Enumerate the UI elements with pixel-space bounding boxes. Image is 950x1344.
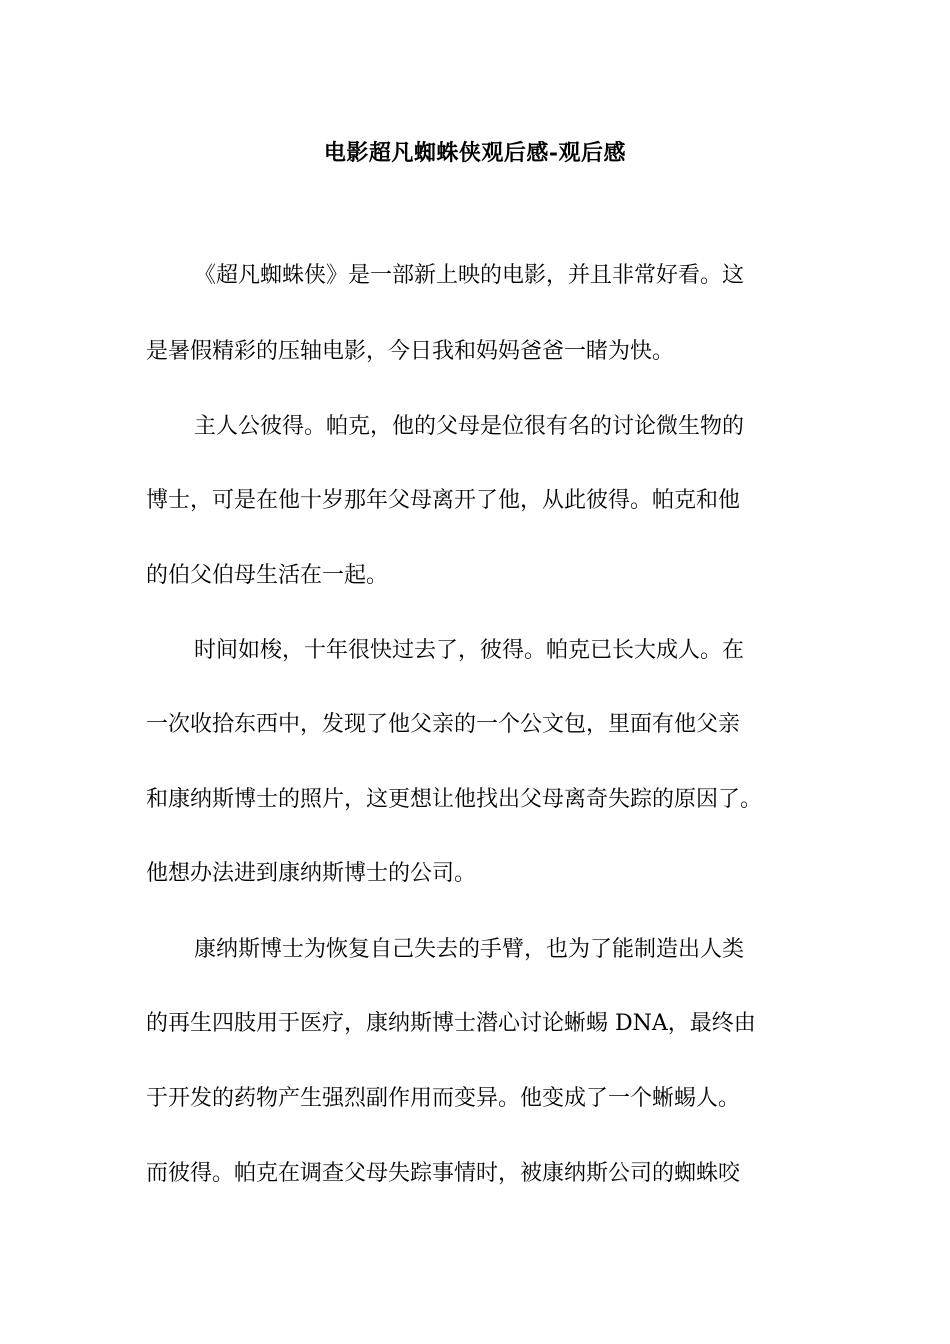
paragraph-3-line-3: 和康纳斯博士的照片，这更想让他找出父母离奇失踪的原因了。 [146,787,763,812]
paragraph-4-line-3: 于开发的药物产生强烈副作用而变异。他变成了一个蜥蜴人。 [146,1086,741,1111]
paragraph-1-line-2: 是暑假精彩的压轴电影，今日我和妈妈爸爸一睹为快。 [146,339,675,364]
paragraph-4-line-4: 而彼得。帕克在调查父母失踪事情时，被康纳斯公司的蜘蛛咬 [146,1161,741,1186]
paragraph-3-line-4: 他想办法进到康纳斯博士的公司。 [146,861,477,886]
paragraph-1-line-1: 《超凡蜘蛛侠》是一部新上映的电影，并且非常好看。这 [194,263,745,288]
paragraph-4-line-2: 的再生四肢用于医疗，康纳斯博士潜心讨论蜥蜴 DNA，最终由 [146,1011,756,1036]
paragraph-2-line-1: 主人公彼得。帕克，他的父母是位很有名的讨论微生物的 [194,414,745,439]
paragraph-3-line-1: 时间如梭，十年很快过去了，彼得。帕克已长大成人。在 [194,638,745,663]
paragraph-2-line-3: 的伯父伯母生活在一起。 [146,563,389,588]
paragraph-2-line-2: 博士，可是在他十岁那年父母离开了他，从此彼得。帕克和他 [146,488,741,513]
paragraph-3-line-2: 一次收拾东西中，发现了他父亲的一个公文包，里面有他父亲 [146,712,741,737]
document-title: 电影超凡蜘蛛侠观后感-观后感 [323,140,627,166]
paragraph-4-line-1: 康纳斯博士为恢复自己失去的手臂，也为了能制造出人类 [194,937,745,962]
